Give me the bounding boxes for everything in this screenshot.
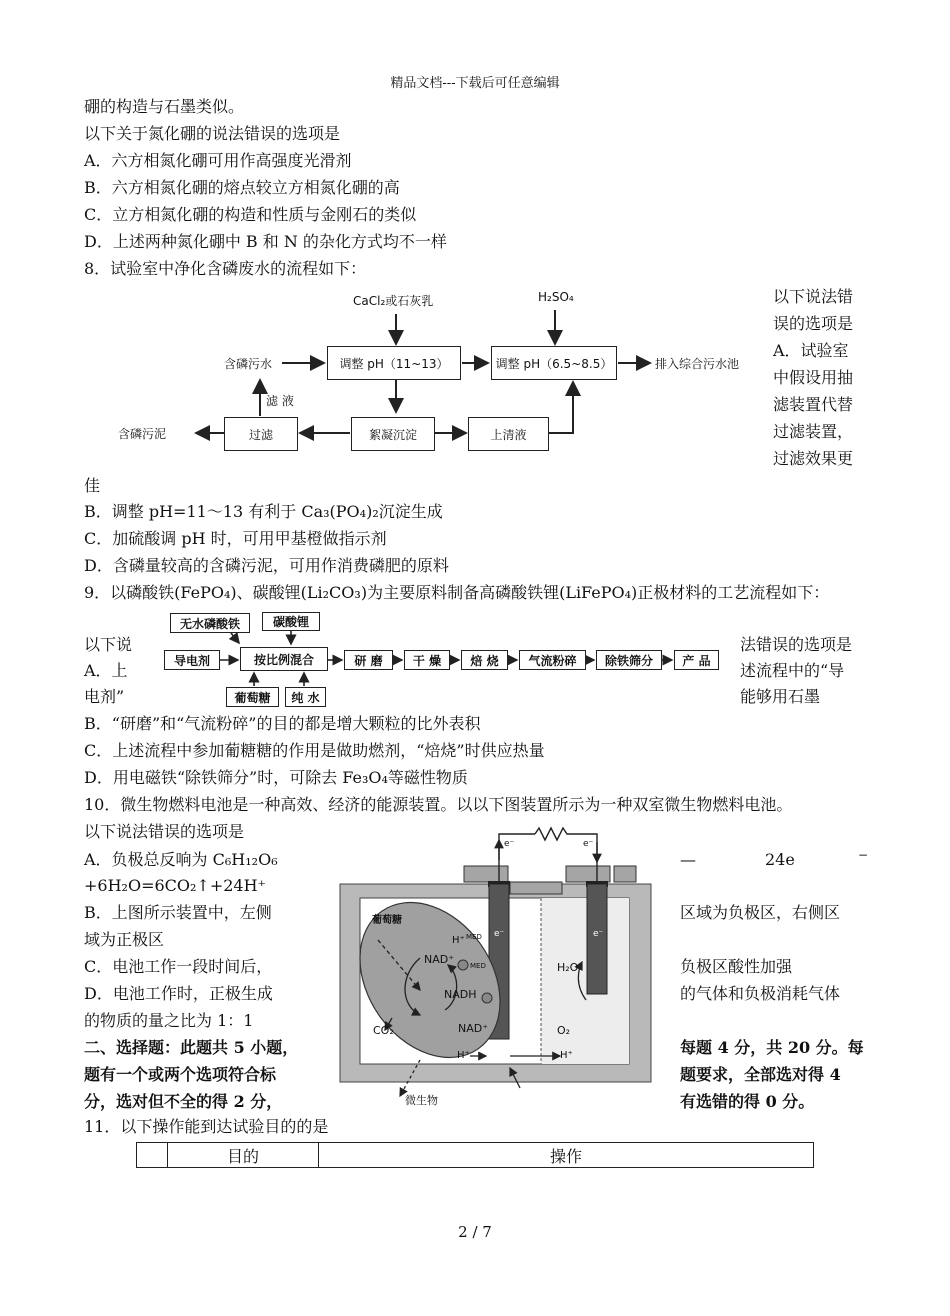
q8-side-line-2: 误的选项是 [773, 314, 854, 333]
table-row [137, 1143, 814, 1168]
q9-right-line-1: 法错误的选项是 [740, 635, 853, 654]
q8-option-a-cont: 佳 [84, 476, 101, 495]
q8-sludge: 含磷污泥 [118, 427, 167, 441]
section2-line3-left: 分，选对但不全的得 2 分， [84, 1092, 283, 1111]
q7-option-a: A．六方相氮化硼可用作高强度光滑剂 [84, 151, 352, 170]
q8-option-c: C．加硫酸调 pH 时，可用甲基橙做指示剂 [84, 529, 387, 548]
q8-supernatant-box: 上清液 [468, 417, 549, 451]
q9-sieve-box: 除铁筛分 [596, 650, 662, 670]
section2-line1-right: 每题 4 分，共 20 分。每 [680, 1038, 864, 1057]
electron-label-2: e⁻ [583, 839, 594, 849]
section2-line2-right: 题要求，全部选对得 4 [680, 1065, 841, 1084]
q10-option-a-dash: — [680, 850, 696, 869]
q9-option-b: B．“研磨”和“气流粉碎”的目的都是增大颗粒的比外表积 [84, 714, 481, 733]
hmed-label: H⁺ [452, 935, 465, 946]
q10-stem: 10．微生物燃料电池是一种高效、经济的能源装置。以以下图装置所示为一种双室微生物燃料电池。 [84, 795, 793, 814]
glucose-label: 葡萄糖 [372, 915, 402, 926]
hplus-label-2: H⁺ [560, 1050, 573, 1061]
q10-option-a-cont: +6H₂O=6CO₂↑+24H⁺ [84, 876, 266, 895]
table-header-operation: 操作 [319, 1143, 814, 1168]
q9-li2co3-box: 碳酸锂 [262, 612, 320, 631]
q7-stem: 以下关于氮化硼的说法错误的选项是 [84, 124, 341, 143]
q8-stem: 8．试验室中净化含磷废水的流程如下： [84, 259, 367, 278]
nadh-label: NADH [444, 988, 477, 1001]
nad-label-2: NAD⁺ [458, 1022, 489, 1035]
q9-grind-box: 研 磨 [344, 650, 393, 670]
q10-option-a-superscript: − [858, 848, 869, 862]
hplus-label-1: H⁺ [457, 1050, 470, 1061]
q8-inlet: 含磷污水 [224, 357, 273, 371]
q9-right-line-3: 能够用石墨 [740, 687, 821, 706]
q9-product-box: 产 品 [674, 650, 719, 670]
microbe-label: 微生物 [405, 1094, 438, 1107]
q10-option-b-cont: 域为正极区 [84, 930, 165, 949]
q8-floc-box: 絮凝沉淀 [351, 417, 435, 451]
q9-left-line-1: 以下说 [84, 635, 133, 654]
q9-option-c: C．上述流程中参加葡糖糖的作用是做助燃剂，“焙烧”时供应热量 [84, 741, 545, 760]
q8-filter-box: 过滤 [224, 417, 298, 451]
med-label-1: MED [466, 933, 482, 941]
section2-line3-right: 有选错的得 0 分。 [680, 1092, 815, 1111]
page-number: 2 / 7 [458, 1223, 492, 1241]
table-header-purpose: 目的 [168, 1143, 319, 1168]
q10-option-d-cont: 的物质的量之比为 1：1 [84, 1011, 254, 1030]
q9-conductor-box: 导电剂 [164, 650, 220, 670]
q8-option-d: D．含磷量较高的含磷污泥，可用作消费磷肥的原料 [84, 556, 449, 575]
q9-right-line-2: 述流程中的“导 [740, 661, 845, 680]
q8-filtrate-label: 滤 液 [266, 394, 294, 408]
q7-option-b: B．六方相氮化硼的熔点较立方相氮化硼的高 [84, 178, 400, 197]
q9-dry-box: 干 燥 [404, 650, 450, 670]
q8-side-line-1: 以下说法错 [773, 287, 854, 306]
q9-jet-box: 气流粉碎 [519, 650, 586, 670]
q7-option-d: D．上述两种氮化硼中 B 和 N 的杂化方式均不一样 [84, 232, 447, 251]
q10-option-a: A．负极总反响为 C₆H₁₂O₆ [84, 850, 278, 869]
q10-option-d-right: 的气体和负极消耗气体 [680, 984, 841, 1003]
q8-outlet: 排入综合污水池 [655, 357, 740, 371]
q10-option-d: D．电池工作时，正极生成 [84, 984, 273, 1003]
q8-side-line-6: 过滤装置， [773, 422, 854, 441]
q9-fepo4-box: 无水磷酸铁 [170, 613, 250, 633]
electron-label-3: e⁻ [494, 929, 505, 939]
q8-option-b: B．调整 pH=11～13 有利于 Ca₃(PO₄)₂沉淀生成 [84, 502, 443, 521]
q8-side-line-5: 滤装置代替 [773, 395, 854, 414]
q10-stem2: 以下说法错误的选项是 [84, 822, 245, 841]
q7-intro-tail: 硼的构造与石墨类似。 [84, 97, 245, 116]
q8-side-line-7: 过滤效果更 [773, 449, 854, 468]
q10-option-c: C．电池工作一段时间后， [84, 957, 273, 976]
q11-stem: 11．以下操作能到达试验目的的是 [84, 1117, 329, 1136]
o2-label: O₂ [557, 1024, 571, 1037]
q10-option-a-electrons: 24e [765, 850, 795, 869]
q8-side-line-4: 中假设用抽 [773, 368, 854, 387]
page-header: 精品文档---下载后可任意编辑 [390, 76, 560, 91]
nad-label-1: NAD⁺ [424, 953, 455, 966]
section2-line2-left: 题有一个或两个选项符合标 [84, 1065, 277, 1084]
q9-stem: 9．以磷酸铁(FePO₄)、碳酸锂(Li₂CO₃)为主要原料制备高磷酸铁锂(LiFePO₄)正极材料的工艺流程如下： [84, 583, 830, 602]
q9-water-box: 纯 水 [285, 687, 326, 707]
q9-mix-box: 按比例混合 [240, 647, 328, 671]
q10-option-b: B．上图所示装置中，左侧 [84, 903, 272, 922]
q9-left-line-2: A．上 [84, 661, 128, 680]
q8-adjust1-box: 调整 pH（11~13） [327, 346, 461, 380]
q9-left-line-3: 电剂” [84, 687, 125, 706]
med-label-2: MED [470, 962, 486, 970]
q7-option-c: C．立方相氮化硼的构造和性质与金刚石的类似 [84, 205, 417, 224]
co2-label: CO₂ [373, 1024, 394, 1037]
table-cell-index [137, 1143, 168, 1168]
q8-reagent-cacl2: CaCl₂或石灰乳 [353, 294, 434, 308]
electron-label-1: e⁻ [504, 839, 515, 849]
q9-option-d: D．用电磁铁“除铁筛分”时，可除去 Fe₃O₄等磁性物质 [84, 768, 468, 787]
q9-roast-box: 焙 烧 [461, 650, 508, 670]
q10-option-b-right: 区域为负极区，右侧区 [680, 903, 841, 922]
electron-label-4: e⁻ [593, 929, 604, 939]
q9-glucose-box: 葡萄糖 [226, 687, 279, 707]
q8-reagent-h2so4: H₂SO₄ [538, 290, 574, 304]
q10-option-c-right: 负极区酸性加强 [680, 957, 793, 976]
h2o-label: H₂O [557, 961, 579, 974]
q8-side-line-3: A．试验室 [773, 341, 849, 360]
q11-table [136, 1142, 814, 1168]
section2-line1-left: 二、选择题：此题共 5 小题， [84, 1038, 299, 1057]
q8-adjust2-box: 调整 pH（6.5~8.5） [491, 346, 617, 380]
